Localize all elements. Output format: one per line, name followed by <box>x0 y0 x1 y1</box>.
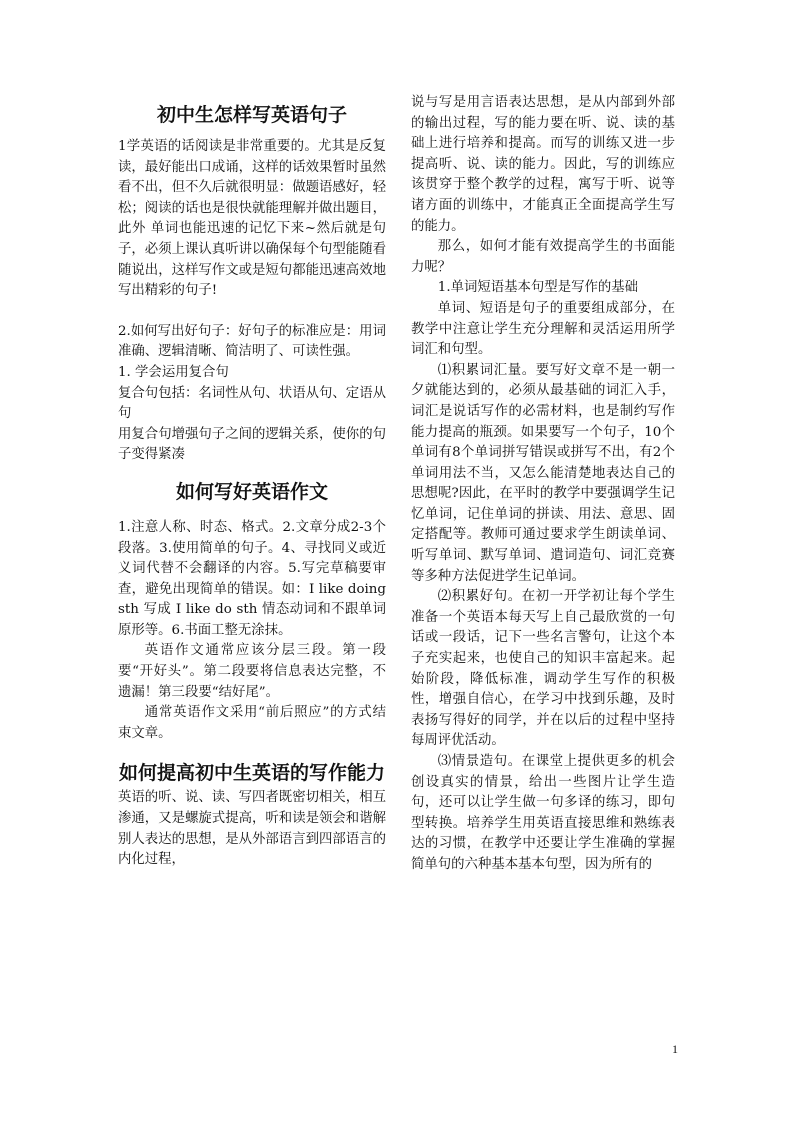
paragraph: 英语作文通常应该分层三段。第一段要“开好头”。第二段要将信息表达完整，不遗漏！第三段要“结好尾”。 <box>118 643 386 700</box>
left-column <box>118 93 386 871</box>
paragraph: 英语的听、说、读、写四者既密切相关，相互渗通，又是螺旋式提高，听和读是领会和谐解别人表达的思想，是从外部语言到四部语言的内化过程， <box>118 790 386 868</box>
paragraph: ⑶情景造句。在课堂上提供更多的机会创设真实的情景，给出一些图片让学生造句，还可以让学生做一句多译的练习，即句型转换。培养学生用英语直接思维和熟练表达的习惯，在教学中还要让学生准确的掌握简单句的六种基本基本句型，因为所有的 <box>411 754 675 872</box>
paragraph: 1学英语的话阅读是非常重要的。尤其是反复读，最好能出口成诵，这样的话效果暂时虽然看不出，但不久后就很明显：做题语感好，轻松；阅读的话也是很快就能理解并做出题目，此外 单词也能迅速的记忆下来~然后就是句子，必须上课认真听讲以确保每个句型能随看随说出，这样写作文或是短句都能迅速高效地写出精彩的句子! <box>118 139 386 299</box>
title-how-write-sentences: 初中生怎样写英语句子 <box>156 104 347 126</box>
paragraph: 1.单词短语基本句型是写作的基础 <box>437 280 639 296</box>
paragraph: 通常英语作文采用“前后照应”的方式结束文章。 <box>118 705 386 741</box>
paragraph: 2.如何写出好句子：好句子的标准应是：用词准确、逻辑清晰、简洁明了、可读性强。 <box>118 323 386 360</box>
paragraph: 复合句包括：名词性从句、状语从句、定语从句 <box>118 385 386 422</box>
paragraph: 那么，如何才能有效提高学生的书面能力呢？ <box>411 239 675 275</box>
right-column <box>411 93 675 876</box>
paragraph: 说与写是用言语表达思想，是从内部到外部的输出过程，写的能力要在听、说、读的基础上进行培养和提高。而写的训练又进一步提高听、说、读的能力。因此，写的训练应该贯穿于整个教学的过程，寓写于听、说等诸方面的训练中，才能真正全面提高学生写的能力。 <box>411 95 675 234</box>
paragraph: 用复合句增强句子之间的逻辑关系，使你的句子变得紧凑 <box>118 426 386 463</box>
title-how-write-composition: 如何写好英语作文 <box>175 480 328 503</box>
paragraph: 1. 学会运用复合句 <box>118 364 229 380</box>
spacer <box>118 302 386 322</box>
page-number: 1 <box>672 1042 678 1056</box>
title-improve-writing: 如何提高初中生英语的写作能力 <box>118 762 385 785</box>
paragraph: ⑵积累好句。在初一开学初让每个学生准备一个英语本每天写上自己最欣赏的一句话或一段话，记下一些名言警句，让这个本子充实起来，也使自己的知识丰富起来。起始阶段，降低标准，调动学生写作的积极性，增强自信心，在学习中找到乐趣，及时表扬写得好的同学，并在以后的过程中坚持每周评优活动。 <box>411 589 675 749</box>
paragraph: 单词、短语是句子的重要组成部分，在教学中注意让学生充分理解和灵活运用所学词汇和句型。 <box>411 300 675 358</box>
paragraph: 1.注意人称、时态、格式。2.文章分成2-3个段落。3.使用简单的句子。4、寻找同义或近义词代替不会翻译的内容。5.写完草稿要审查，避免出现简单的错误。如：I like doing sth 写成 I like do sth 情态动词和不跟单词原形等。6.书面工整无涂抹。 <box>118 519 386 638</box>
paragraph: ⑴积累词汇量。要写好文章不是一朝一夕就能达到的，必须从最基础的词汇入手，词汇是说话写作的必需材料，也是制约写作能力提高的瓶颈。如果要写一个句子，10个单词有8个单词拼写错误或拼写不出，有2个单词用法不当，又怎么能清楚地表达自己的思想呢?因此，在平时的教学中要强调学生记忆单词，记住单词的拼读、用法、意思、固定搭配等。教师可通过要求学生朗读单词、听写单词、默写单词、遣词造句、词汇竞赛等多种方法促进学生记单词。 <box>411 362 675 584</box>
